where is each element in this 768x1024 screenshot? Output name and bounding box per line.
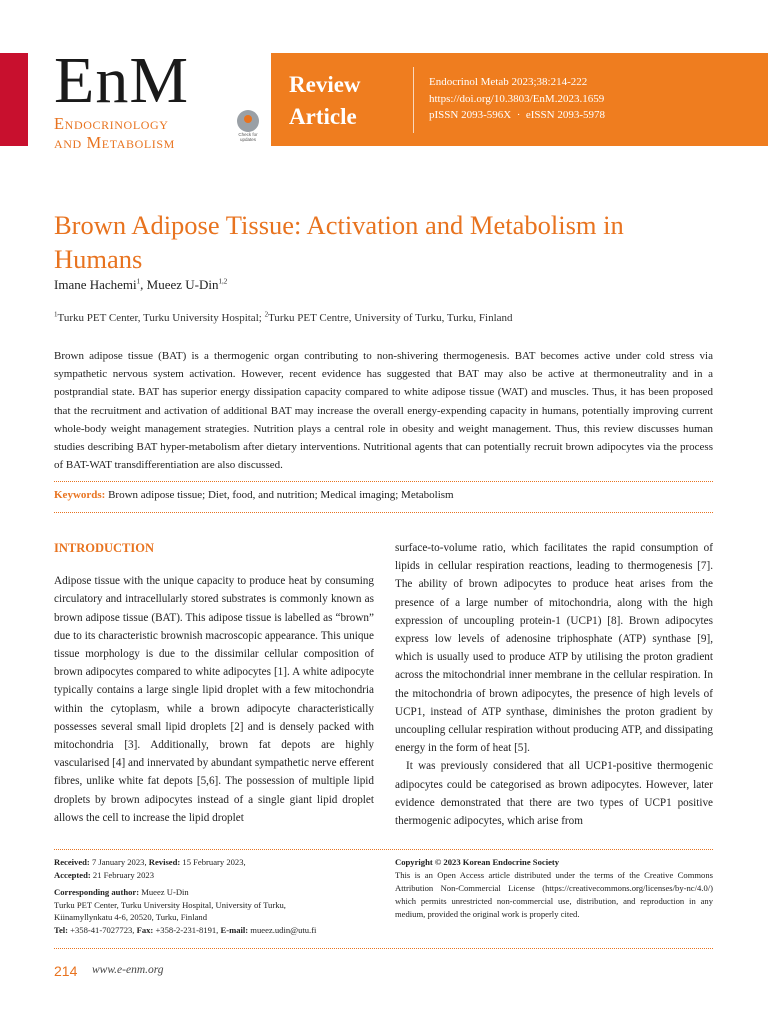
- journal-website-link[interactable]: www.e-enm.org: [92, 964, 164, 976]
- received-label: Received:: [54, 857, 90, 867]
- article-type-banner: [271, 53, 768, 146]
- affiliation-mark: 1: [54, 310, 58, 319]
- tel-label: Tel:: [54, 924, 69, 935]
- footnote-divider: [54, 849, 713, 850]
- copyright-notice: [395, 856, 713, 921]
- address-line: Turku PET Center, Turku University Hospital, University of Turku,: [54, 899, 286, 910]
- issn: pISSN 2093-596X · eISSN 2093-5978: [429, 109, 605, 121]
- email-address[interactable]: mueez.udin@utu.fi: [248, 924, 317, 935]
- license-text: This is an Open Access article distributed under the terms of the Creative Commons Attribution Non-Commercial License (https://creativecommons.org/licenses/by-nc/4.0/) which permits unrestricted non-commercial use, distribution, and reproduction in any medium, provided the original work is properly cited.: [395, 870, 713, 919]
- body-column-left: [54, 539, 374, 827]
- author-affiliation-mark: 1,2: [218, 277, 228, 286]
- accepted-date: 21 February 2023: [90, 869, 154, 880]
- article-type-line1: Review: [289, 72, 361, 97]
- check-for-updates-badge[interactable]: [234, 110, 262, 146]
- author-affiliation-mark: 1: [136, 277, 141, 286]
- copyright-title: Copyright © 2023 Korean Endocrine Society: [395, 857, 560, 867]
- revised-label: Revised:: [148, 857, 181, 867]
- logo-subtitle-line1: Endocrinology: [54, 114, 169, 133]
- body-column-right: [395, 539, 713, 830]
- received-date: 7 January 2023,: [89, 857, 149, 867]
- citation-block: [429, 74, 605, 124]
- check-updates-icon: [237, 110, 259, 132]
- article-type: [289, 69, 361, 133]
- body-paragraph: It was previously considered that all UCP1-positive thermogenic adipocytes could be categorised as brown adipocytes. However, later evidence demonstrated that there are two types of UCP1 positive thermogenic adipocytes, which arise from: [395, 760, 713, 828]
- revised-date: 15 February 2023,: [180, 857, 246, 867]
- tel-number: +358-41-7027723,: [68, 924, 137, 935]
- keywords-label: Keywords:: [54, 489, 106, 501]
- keywords-divider: [54, 512, 713, 513]
- check-updates-label: Check for updates: [238, 132, 258, 142]
- affiliation-text: Turku PET Centre, University of Turku, Turku, Finland: [268, 312, 513, 324]
- abstract: Brown adipose tissue (BAT) is a thermogenic organ contributing to non-shivering thermogenesis. BAT becomes active under cold stress via sympathetic nervous system activation. However, recent evidence has suggested that BAT may also be active at thermoneutrality and in a postprandial state. BAT has superior energy dissipation capacity compared to white adipose tissue (WAT) and muscles. Thus, it has been proposed that the recruitment and activation of additional BAT may increase the overall energy-expending capacity in humans, potentially improving current whole-body weight management strategies. Nutrition plays a central role in obesity and weight management. Thus, this review discusses human studies describing BAT hyper-metabolism after dietary interventions. Nutritional agents that can potentially recruit brown adipocytes via the process of BAT-WAT transdifferentiation are also discussed.: [54, 350, 713, 472]
- address-line: Kiinamyllynkatu 4-6, 20520, Turku, Finland: [54, 912, 208, 923]
- citation: Endocrinol Metab 2023;38:214-222: [429, 76, 588, 88]
- article-history: [54, 856, 374, 942]
- corresponding-name: Mueez U-Din: [139, 887, 189, 898]
- logo-subtitle-line2: and Metabolism: [54, 133, 175, 152]
- body-paragraph: Adipose tissue with the unique capacity to produce heat by consuming circulatory and intracellularly stored substrates is commonly known as brown adipose tissue (BAT). This adipose tissue is labelled as “brown” due to its characteristic brownish macroscopic appearance. This unique tissue morphology is due to the dissimilar cellular composition of brown adipocytes compared to white adipocytes [1]. A white adipocyte typically contains a large single lipid droplet with a few mitochondria within the cytoplasm, while a brown adipocyte characteristically possesses several small lipid droplets [2] and is densely packed with mitochondria [3]. Additionally, brown fat depots are highly vascularised [4] and innervated by abundant sympathetic nerve efferent fibres, unlike white fat depots [5,6]. The possession of multiple lipid droplets by brown adipocytes instead of a single giant lipid droplet allows the cell to increase the lipid droplet: [54, 575, 374, 824]
- logo-wordmark: EnM: [54, 44, 189, 117]
- author-name: Mueez U-Din: [146, 277, 219, 292]
- affiliation-text: Turku PET Center, Turku University Hospital;: [57, 312, 265, 324]
- keywords: [54, 489, 454, 501]
- email-label: E-mail:: [220, 924, 249, 935]
- doi-link[interactable]: https://doi.org/10.3803/EnM.2023.1659: [429, 92, 605, 105]
- fax-number: +358-2-231-8191,: [153, 924, 221, 935]
- page-number: 214: [54, 963, 78, 979]
- accepted-label: Accepted:: [54, 869, 91, 880]
- affiliations: [54, 312, 513, 324]
- author-list: [54, 277, 227, 293]
- abstract-divider: [54, 481, 713, 482]
- footer-divider: [54, 948, 713, 949]
- fax-label: Fax:: [136, 924, 154, 935]
- keywords-text: Brown adipose tissue; Diet, food, and nutrition; Medical imaging; Metabolism: [108, 489, 454, 501]
- author-name: Imane Hachemi: [54, 277, 137, 292]
- article-type-line2: Article: [289, 104, 357, 129]
- affiliation-mark: 2: [264, 310, 269, 319]
- banner-divider: [413, 67, 414, 133]
- journal-logo: [54, 44, 189, 152]
- body-paragraph: surface-to-volume ratio, which facilitates the rapid consumption of lipids in cellular respiration reactions, leading to thermogenesis [7]. The ability of brown adipocytes to produce heat arises from the presence of a large number of mitochondria, along with the high expression of uncoupling protein-1 (UCP1) [8]. Brown adipocytes express low levels of adenosine triphosphate (ATP) synthase [9], which is usually used to produce ATP by utilising the proton gradient across the mitochondrial inner membrane in the cellular respiration. In the mitochondria of brown adipocytes, the presence of high levels of UCP1, instead of ATP synthase, diminishes the proton gradient by uncoupling cellular respiration without producing ATP, and dissipating energy in the form of heat [5].: [395, 542, 713, 755]
- header-red-bar: [0, 53, 28, 146]
- section-heading: INTRODUCTION: [54, 541, 155, 555]
- corresponding-label: Corresponding author:: [54, 887, 140, 898]
- article-title: Brown Adipose Tissue: Activation and Metabolism in Humans: [54, 209, 624, 274]
- author-separator: ,: [140, 277, 147, 292]
